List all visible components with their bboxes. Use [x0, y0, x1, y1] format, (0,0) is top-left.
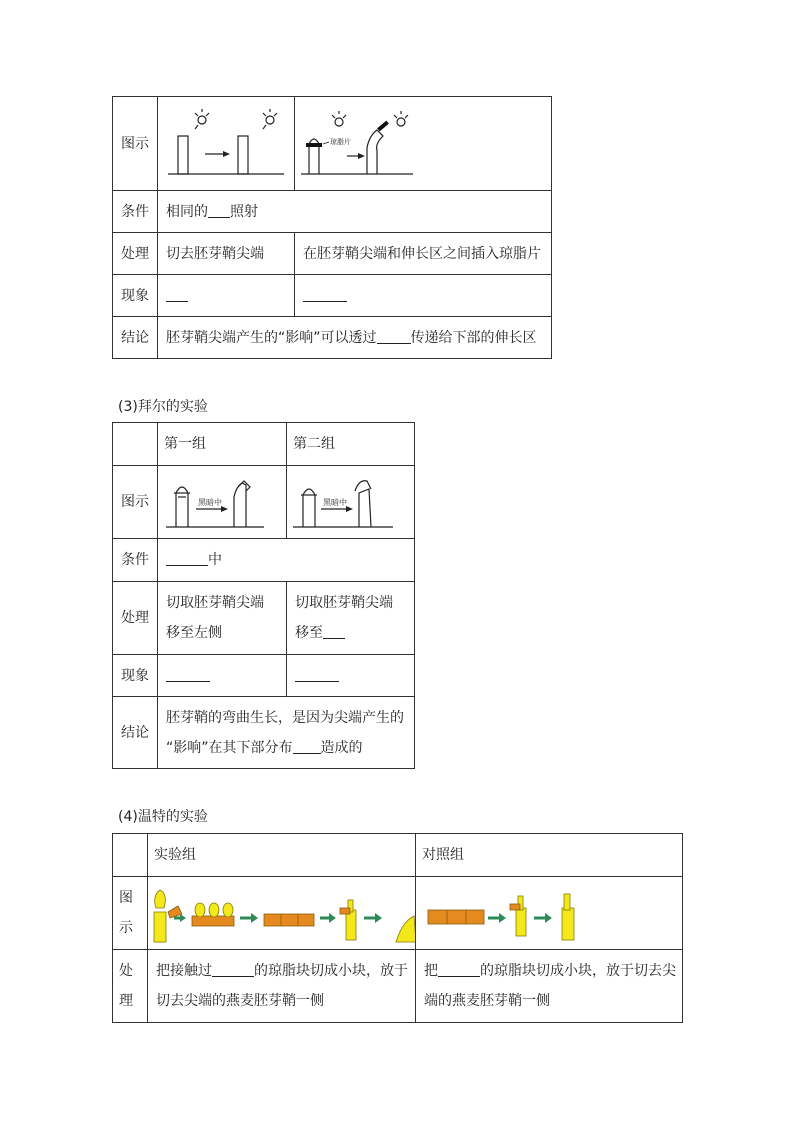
column-header-group1: 第一组	[158, 423, 287, 466]
answer-blank[interactable]	[293, 737, 321, 754]
row-label-figure: 图示	[113, 97, 158, 191]
agar-insert-diagram	[295, 98, 551, 190]
figure-group1	[158, 466, 287, 539]
phenomenon-group2	[287, 655, 415, 697]
phenomenon-group1	[158, 655, 287, 697]
cut-tip-diagram	[158, 98, 294, 190]
answer-blank[interactable]	[166, 665, 210, 682]
treatment-b: 在胚芽鞘尖端和伸长区之间插入琼脂片	[295, 233, 552, 275]
answer-blank[interactable]	[208, 201, 230, 218]
column-header-group2: 第二组	[287, 423, 415, 466]
agar-block-cut	[428, 910, 484, 924]
agar-block	[192, 916, 234, 926]
row-label-phenomenon: 现象	[113, 275, 158, 317]
agar-sheet-label: 琼脂片	[330, 137, 351, 146]
row-label-treatment: 处 理	[113, 950, 148, 1023]
arrow-icon	[534, 913, 552, 923]
row-label-treatment: 处理	[113, 233, 158, 275]
figure-cut-tip	[158, 97, 295, 191]
darkness-label: 黑暗中	[323, 497, 347, 507]
answer-blank[interactable]	[166, 549, 208, 566]
bent-coleoptile	[367, 130, 383, 174]
treatment-group2: 切取胚芽鞘尖端 移至	[287, 582, 415, 655]
control-diagram	[416, 878, 682, 949]
answer-blank[interactable]	[166, 285, 188, 302]
light-source-icon	[397, 118, 405, 126]
coleoptile-stump	[562, 908, 574, 940]
experimental-diagram	[148, 878, 415, 949]
conclusion-cell: 胚芽鞘的弯曲生长，是因为尖端产生的 “影响”在其下部分布 造成的	[158, 697, 415, 769]
answer-blank[interactable]	[212, 960, 254, 977]
coleoptile-stump	[178, 136, 188, 174]
row-label-treatment: 处理	[113, 582, 158, 655]
phenomenon-a	[158, 275, 295, 317]
light-source-icon	[198, 116, 206, 124]
answer-blank[interactable]	[303, 285, 347, 302]
phenomenon-b	[295, 275, 552, 317]
row-label-figure: 图 示	[113, 877, 148, 950]
figure-experimental	[148, 877, 416, 950]
arrow-icon	[320, 913, 336, 923]
answer-blank[interactable]	[377, 327, 411, 344]
arrow-icon	[240, 913, 258, 923]
coleoptile-tip	[155, 890, 166, 908]
answer-blank[interactable]	[438, 960, 480, 977]
light-source-icon	[266, 116, 274, 124]
treatment-experimental: 把接触过 的琼脂块切成小块，放于 切去尖端的燕麦胚芽鞘一侧	[148, 950, 416, 1023]
coleoptile-stump	[238, 136, 248, 174]
column-header-experimental: 实验组	[148, 834, 416, 877]
figure-control	[416, 877, 683, 950]
conclusion-cell: 胚芽鞘尖端产生的“影响”可以透过 传递给下部的伸长区	[158, 317, 552, 359]
darkness-label: 黑暗中	[198, 497, 222, 507]
paal-experiment-table	[112, 422, 415, 769]
answer-blank[interactable]	[295, 665, 339, 682]
figure-group2	[287, 466, 415, 539]
corner-cell	[113, 834, 148, 877]
arrow-icon	[488, 913, 506, 923]
column-header-control: 对照组	[416, 834, 683, 877]
arrow-icon	[364, 913, 382, 923]
experiment-table-1	[112, 96, 552, 359]
row-label-conclusion: 结论	[113, 697, 158, 769]
light-source-icon	[335, 118, 343, 126]
agar-block-cut	[264, 914, 314, 926]
treatment-group1: 切取胚芽鞘尖端 移至左侧	[158, 582, 287, 655]
group2-diagram	[287, 467, 414, 538]
condition-cell: 中	[158, 539, 415, 582]
section-title-went: (4)温特的实验	[118, 809, 208, 825]
row-label-conclusion: 结论	[113, 317, 158, 359]
treatment-a: 切去胚芽鞘尖端	[158, 233, 295, 275]
coleoptile-stump	[516, 908, 526, 936]
went-experiment-table	[112, 833, 683, 1023]
row-label-phenomenon: 现象	[113, 655, 158, 697]
row-label-condition: 条件	[113, 191, 158, 233]
condition-cell: 相同的 照射	[158, 191, 552, 233]
figure-agar-insert	[295, 97, 552, 191]
section-title-paal: (3)拜尔的实验	[118, 399, 208, 415]
answer-blank[interactable]	[323, 622, 345, 639]
row-label-figure: 图示	[113, 466, 158, 539]
treatment-control: 把 的琼脂块切成小块，放于切去尖 端的燕麦胚芽鞘一侧	[416, 950, 683, 1023]
group1-diagram	[158, 467, 286, 538]
coleoptile-stump	[346, 910, 356, 940]
coleoptile-stump	[154, 912, 166, 942]
agar-sheet-marker	[306, 143, 322, 147]
corner-cell	[113, 423, 158, 466]
row-label-condition: 条件	[113, 539, 158, 582]
